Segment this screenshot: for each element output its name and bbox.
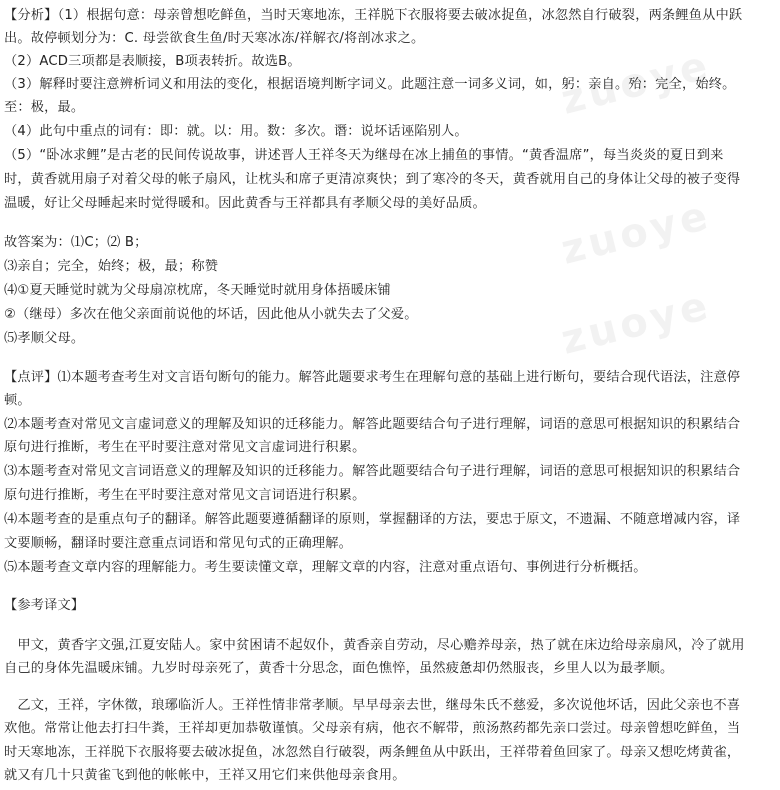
comment-line: 原句进行推断，考生在平时要注意对常见文言虚词进行积累。 — [4, 440, 366, 455]
answer-line: ⑸孝顺父母。 — [4, 331, 85, 346]
analysis-line: 【分析】（1）根据句意：母亲曾想吃鲜鱼，当时天寒地冻，王祥脱下衣服将要去破冰捉鱼，冰忽然自行破裂，两条鲤鱼从中跃 — [4, 8, 743, 23]
analysis-line: （2）ACD三项都是表顺接，B项表转折。故选B。 — [4, 54, 301, 69]
analysis-line: 出。故停顿划分为：C. 母尝欲食生鱼/时天寒冰冻/祥解衣/将剖冰求之。 — [4, 31, 425, 46]
translation-heading: 【参考译文】 — [4, 598, 85, 613]
translation-line: 甲文，黄香字文强,江夏安陆人。家中贫困请不起奴仆，黄香亲自劳动，尽心赡养母亲，热了就在床边给母亲扇风，冷了就用 — [4, 638, 745, 653]
answer-line: 故答案为：⑴C；⑵ B； — [4, 235, 148, 250]
analysis-line: 时，黄香就用扇子对着父母的帐子扇风，让枕头和席子更清凉爽快；到了寒冷的冬天，黄香就用自己的身体让父母的被子变得 — [4, 172, 741, 187]
translation-line: 就又有几十只黄雀飞到他的帐帐中，王祥又用它们来供他母亲食用。 — [4, 768, 406, 783]
watermark: zuoye — [556, 42, 716, 124]
watermark: zuoye — [556, 192, 716, 274]
comment-line: 顿。 — [4, 393, 31, 408]
translation-line: 乙文，王祥，字休徵，琅琊临沂人。王祥性情非常孝顺。早早母亲去世，继母朱氏不慈爱，多次说他坏话，因此父亲也不喜 — [4, 698, 741, 713]
analysis-line: 温暖，好让父母睡起来时觉得暖和。因此黄香与王祥都具有孝顺父母的美好品质。 — [4, 196, 486, 211]
comment-line: 文要顺畅，翻译时要注意重点词语和常见句式的正确理解。 — [4, 536, 353, 551]
analysis-line: （5）“卧冰求鲤”是古老的民间传说故事，讲述晋人王祥冬天为继母在冰上捕鱼的事情。“黄香温席”，每当炎炎的夏日到来 — [4, 148, 724, 163]
comment-line: ⑸本题考查文章内容的理解能力。考生要读懂文章，理解文章的内容，注意对重点语句、事例进行分析概括。 — [4, 560, 647, 575]
comment-line: 【点评】⑴本题考查考生对文言语句断句的能力。解答此题要求考生在理解句意的基础上进行断句，要结合现代语法，注意停 — [4, 370, 741, 385]
comment-line: ⑶本题考查对常见文言词语意义的理解及知识的迁移能力。解答此题要结合句子进行理解，词语的意思可根据知识的积累结合 — [4, 464, 741, 479]
watermark: zuoye — [556, 282, 716, 364]
answer-line: ⑶亲自；完全，始终；极，最；称赞 — [4, 259, 219, 274]
comment-line: ⑷本题考查的是重点句子的翻译。解答此题要遵循翻译的原则，掌握翻译的方法，要忠于原文，不遗漏、不随意增减内容，译 — [4, 512, 741, 527]
answer-line: ②（继母）多次在他父亲面前说他的坏话，因此他从小就失去了父爱。 — [4, 307, 418, 322]
translation-line: 自己的身体先温暖床铺。九岁时母亲死了，黄香十分思念，面色憔悴，虽然疲惫却仍然服丧，乡里人以为最孝顺。 — [4, 661, 674, 676]
translation-line: 时天寒地冻，王祥脱下衣服将要去破冰捉鱼，冰忽然自行破裂，两条鲤鱼从中跃出，王祥带着鱼回家了。母亲又想吃烤黄雀， — [4, 745, 741, 760]
comment-line: 原句进行推断，考生在平时要注意对常见文言词语进行积累。 — [4, 488, 366, 503]
analysis-line: （3）解释时要注意辨析词义和用法的变化，根据语境判断字词义。此题注意一词多义词，如，躬：亲自。殆：完全，始终。 — [4, 77, 736, 92]
comment-line: ⑵本题考查对常见文言虚词意义的理解及知识的迁移能力。解答此题要结合句子进行理解，词语的意思可根据知识的积累结合 — [4, 417, 741, 432]
translation-line: 欢他。常常让他去打扫牛粪，王祥却更加恭敬谨慎。父母亲有病，他衣不解带，煎汤熬药都先亲口尝过。母亲曾想吃鲜鱼，当 — [4, 721, 741, 736]
analysis-line: （4）此句中重点的词有：即：就。以：用。数：多次。谮：说坏话诬陷别人。 — [4, 124, 468, 139]
analysis-line: 至：极，最。 — [4, 100, 85, 115]
answer-line: ⑷①夏天睡觉时就为父母扇凉枕席，冬天睡觉时就用身体捂暖床铺 — [4, 283, 391, 298]
